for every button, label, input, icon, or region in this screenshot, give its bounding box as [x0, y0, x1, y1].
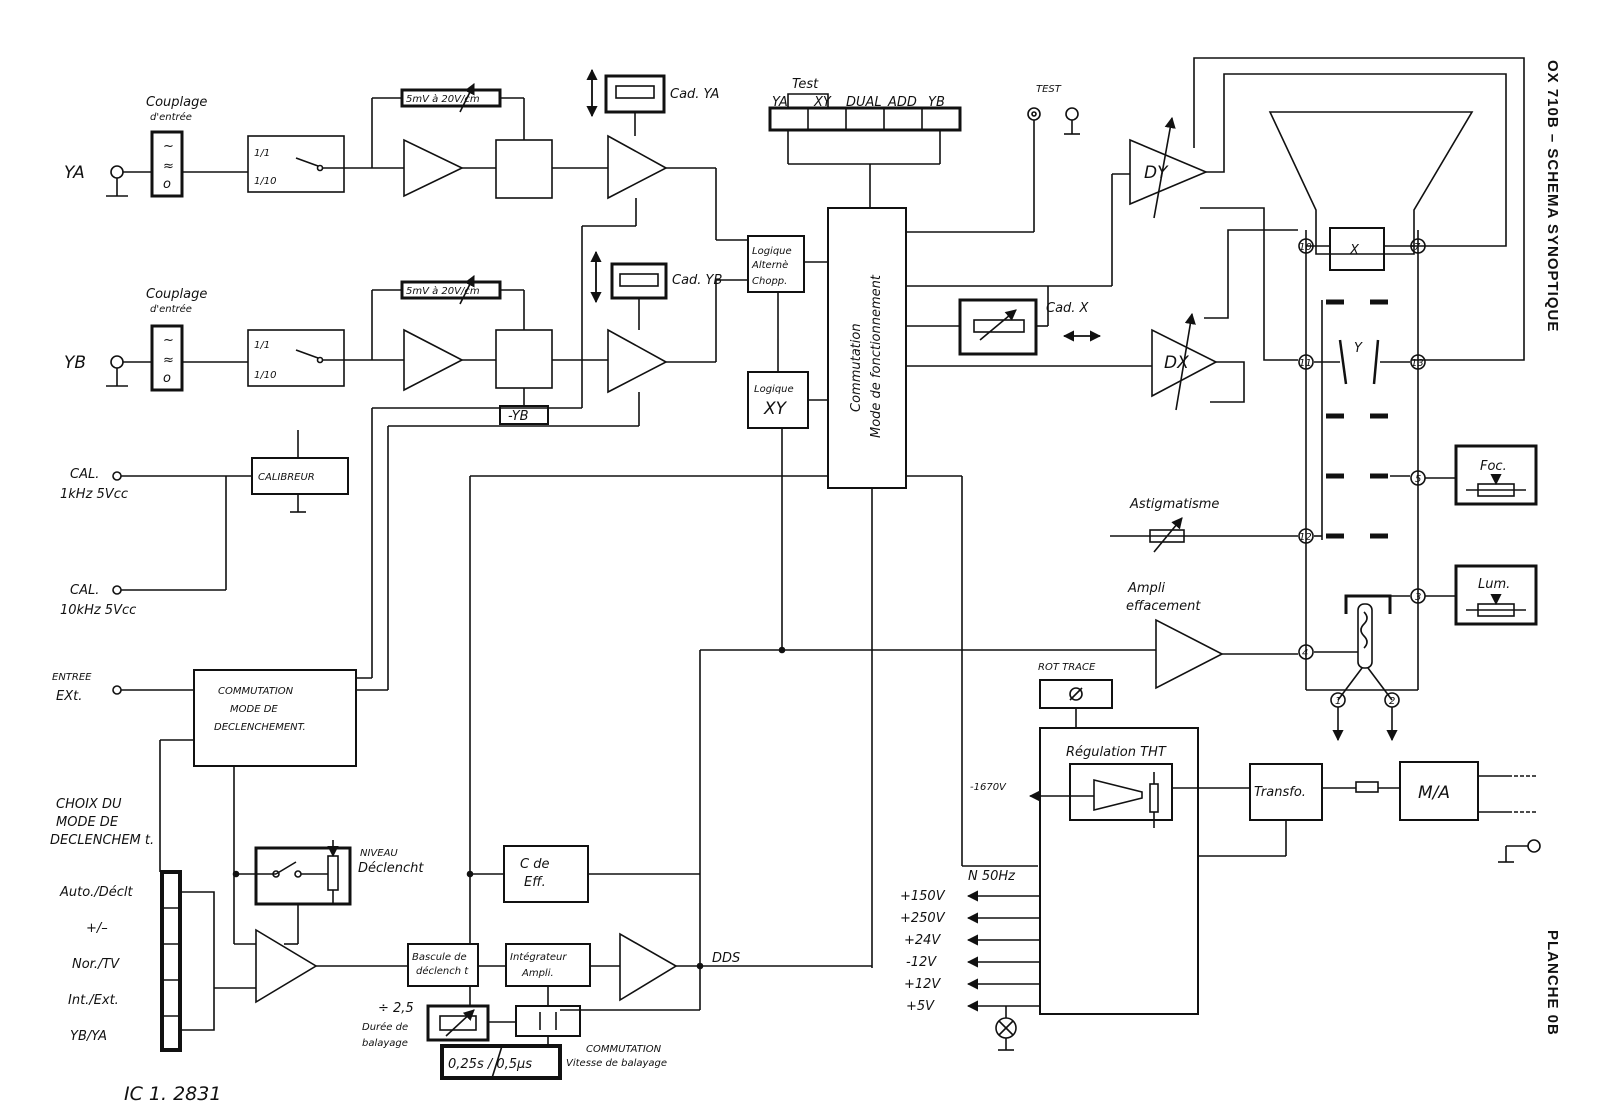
trigger-mode-block	[194, 670, 356, 766]
crt	[700, 112, 1536, 740]
yb-att-1: 1/1	[254, 340, 271, 351]
ya-coupling-label-a: Couplage	[146, 95, 208, 110]
tht-reg-label: Régulation THT	[1066, 745, 1166, 760]
mode-section	[470, 94, 1152, 968]
ya-cadrage-label: Cad. YA	[670, 87, 720, 102]
rail-0: +150V	[900, 889, 945, 904]
yb-cadrage-label: Cad. YB	[672, 273, 723, 288]
ya-cpl-sym-2: o	[163, 177, 171, 192]
yb-sens-label: 5mV à 20V/cm	[406, 286, 480, 297]
labels	[50, 60, 1561, 1105]
trigger-mode-a: COMMUTATION	[218, 686, 294, 697]
crt-pin-1: 1	[1335, 696, 1342, 707]
ampli-eff-label-a: Ampli	[1128, 581, 1166, 596]
yb-preamp	[404, 330, 462, 390]
yb-att-2: 1/10	[254, 370, 277, 381]
yb-chain	[106, 252, 748, 690]
crt-y-label: Y	[1354, 341, 1362, 356]
yb-coupling-label-b: d'entrée	[150, 304, 192, 315]
trigger-mode-b: MODE DE	[230, 704, 278, 715]
logic-alt-b: Alternè	[752, 260, 789, 271]
mode-label-2: DUAL	[846, 95, 882, 110]
crt-x-label: X	[1350, 243, 1359, 258]
duree-a: Durée de	[362, 1022, 409, 1033]
rail-3: -12V	[906, 955, 937, 970]
rail-2: +24V	[904, 933, 941, 948]
lum-label: Lum.	[1478, 577, 1511, 592]
choix-c: DECLENCHEM t.	[50, 833, 155, 848]
ya-sens-label: 5mV à 20V/cm	[406, 94, 480, 105]
ya-output-amp	[608, 136, 666, 198]
rot-trace-label: ROT TRACE	[1038, 662, 1096, 673]
deflection	[1130, 58, 1524, 410]
crt-pin-2: 2	[1389, 696, 1396, 707]
crt-pin-11: 11	[1299, 358, 1312, 369]
trig-switch-3: Int./Ext.	[68, 993, 119, 1008]
integrator-block	[506, 944, 590, 986]
yb-stage-box	[496, 330, 552, 388]
trigger-amp	[256, 930, 316, 1002]
crt-pin-4: 4	[1302, 648, 1309, 659]
calibrator	[113, 430, 348, 594]
cad-x-label: Cad. X	[1046, 301, 1089, 316]
crt-envelope	[1270, 112, 1472, 254]
trig-switch-2: Nor./TV	[72, 957, 120, 972]
logic-alt-a: Logique	[752, 246, 792, 257]
reference-number: IC 1. 2831	[124, 1083, 222, 1105]
trigger-choice-switch	[162, 872, 180, 1050]
crt-pin-5: 5	[1415, 474, 1422, 485]
tht-mains-label: N 50Hz	[968, 869, 1015, 884]
plate-label: PLANCHE 0B	[1544, 930, 1561, 1036]
yb-cpl-sym-1: ≈	[163, 353, 174, 368]
trig-switch-1: +/–	[86, 921, 108, 936]
bascule-a: Bascule de	[412, 952, 467, 963]
crt-pin-10: 10	[1299, 242, 1312, 253]
cal1-label-a: CAL.	[70, 467, 100, 482]
dy-label: DY	[1144, 163, 1168, 183]
comm-a: COMMUTATION	[586, 1044, 662, 1055]
ya-cadrage	[606, 76, 664, 112]
crt-pin-3: 3	[1415, 592, 1422, 603]
commutation-line2: Mode de fonctionnement	[869, 275, 884, 438]
logic-xy-b: XY	[764, 399, 787, 419]
input-yb-label: YB	[64, 353, 87, 373]
ya-stage-box	[496, 140, 552, 198]
rail-5: +5V	[906, 999, 935, 1014]
transfo-label: Transfo.	[1254, 785, 1306, 800]
ext-label-b: EXt.	[56, 689, 83, 704]
comm-b: Vitesse de balayage	[566, 1058, 668, 1069]
ya-input-jack	[111, 166, 123, 178]
output-amp	[620, 934, 676, 1000]
choix-b: MODE DE	[56, 815, 119, 830]
tht-block	[1040, 728, 1198, 1014]
mode-label-0: YA	[772, 95, 788, 110]
yb-cpl-sym-0: ~	[163, 333, 174, 348]
dds-label: DDS	[712, 951, 741, 966]
div-label: ÷ 2,5	[378, 1001, 414, 1016]
cal2-label-a: CAL.	[70, 583, 100, 598]
commutation-block	[828, 208, 906, 488]
crt-pin-13: 13	[1411, 358, 1424, 369]
cde-eff-block	[504, 846, 588, 902]
integ-b: Ampli.	[522, 968, 554, 979]
rail-1: +250V	[900, 911, 945, 926]
niveau-a: NIVEAU	[360, 848, 398, 859]
trigger-mode-c: DECLENCHEMENT.	[214, 722, 306, 733]
mode-label-1: XY	[814, 95, 831, 110]
trig-switch-4: YB/YA	[70, 1029, 108, 1044]
ext-label-a: ENTREE	[52, 672, 92, 683]
test-label: TEST	[1036, 84, 1061, 95]
bascule-b: déclench t	[416, 966, 469, 977]
dx-label: DX	[1164, 353, 1189, 373]
cde-a: C de	[520, 857, 550, 872]
cal1-label-b: 1kHz 5Vcc	[60, 487, 128, 502]
side-title: OX 710B – SCHEMA SYNOPTIQUE	[1544, 60, 1561, 333]
niveau-b: Déclencht	[358, 861, 424, 876]
ampli-effacement	[1156, 620, 1222, 688]
ya-cpl-sym-0: ~	[163, 139, 174, 154]
dy-amplifier	[1130, 140, 1206, 204]
ya-preamp	[404, 140, 462, 196]
logic-alt-c: Chopp.	[752, 276, 788, 287]
ma-label: M/A	[1418, 783, 1451, 803]
focus-label: Foc.	[1480, 459, 1507, 474]
rail-4: +12V	[904, 977, 941, 992]
mode-label-4: YB	[928, 95, 945, 110]
tht-voltage-label: -1670V	[970, 782, 1006, 793]
integ-a: Intégrateur	[510, 952, 567, 963]
mode-test-label: Test	[792, 77, 819, 92]
ya-att-1: 1/1	[254, 148, 271, 159]
sweep-duration-pot	[428, 1006, 488, 1040]
ya-cpl-sym-1: ≈	[163, 159, 174, 174]
ya-coupling-label-b: d'entrée	[150, 112, 192, 123]
commutation-line1: Commutation	[849, 323, 864, 412]
speeds-label: 0,25s / 0,5µs	[448, 1057, 533, 1072]
calibrator-label: CALIBREUR	[258, 472, 315, 483]
power-section	[968, 680, 1540, 1050]
yb-invert-label: -YB	[508, 409, 529, 424]
choix-a: CHOIX DU	[56, 797, 122, 812]
mode-label-3: ADD	[888, 95, 917, 110]
crt-pin-7: 7	[1414, 242, 1421, 253]
ampli-eff-label-b: effacement	[1126, 599, 1201, 614]
cal2-label-b: 10kHz 5Vcc	[60, 603, 137, 618]
yb-cpl-sym-2: o	[163, 371, 171, 386]
trig-switch-0: Auto./Déclt	[60, 885, 133, 900]
yb-input-jack	[111, 356, 123, 368]
bascule-block	[408, 944, 478, 986]
crt-pin-12: 12	[1299, 532, 1312, 543]
yb-output-amp	[608, 330, 666, 392]
cde-b: Eff.	[524, 875, 546, 890]
astig-label: Astigmatisme	[1130, 497, 1220, 512]
logic-xy-a: Logique	[754, 384, 794, 395]
trigger-section	[113, 650, 872, 1078]
input-ya-label: YA	[64, 163, 85, 183]
ya-att-2: 1/10	[254, 176, 277, 187]
yb-coupling-label-a: Couplage	[146, 287, 208, 302]
mode-switch	[770, 108, 960, 130]
duree-b: balayage	[362, 1038, 408, 1049]
